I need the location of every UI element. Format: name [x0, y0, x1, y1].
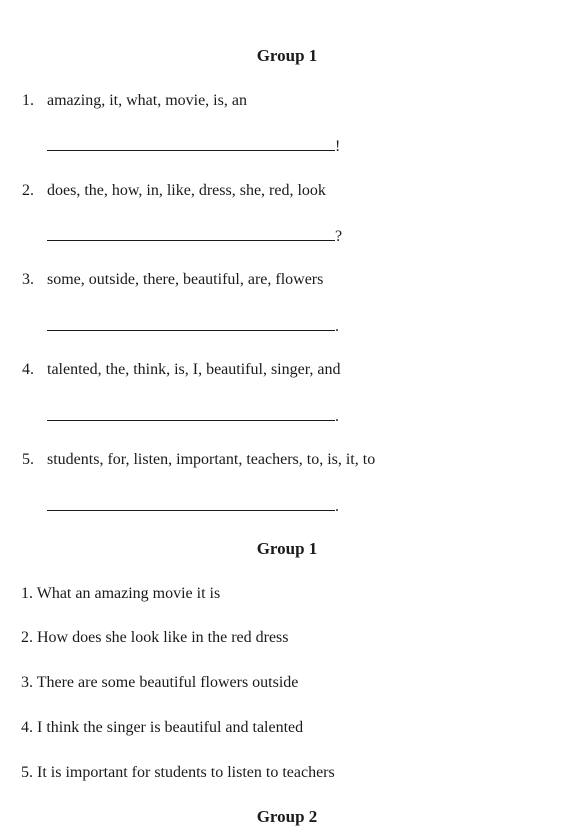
answer-blank-4[interactable] [47, 406, 339, 427]
end-punctuation: ! [335, 138, 341, 155]
answer-item-1: 1. What an amazing movie it is [21, 585, 221, 602]
answer-item-5: 5. It is important for students to listen to teachers [21, 764, 335, 781]
question-2 [22, 181, 326, 201]
end-punctuation: ? [335, 228, 343, 245]
question-words: some, outside, there, beautiful, are, flowers [47, 271, 324, 288]
end-punctuation: . [335, 498, 339, 515]
answer-item-2: 2. How does she look like in the red dress [21, 629, 289, 646]
blank-line [47, 406, 335, 421]
answer-blank-3[interactable] [47, 316, 339, 337]
answer-blank-2[interactable] [47, 226, 342, 247]
question-words: does, the, how, in, like, dress, she, red, look [47, 182, 326, 199]
question-4 [22, 360, 341, 380]
end-punctuation: . [335, 318, 339, 335]
answer-blank-5[interactable] [47, 496, 339, 517]
question-number: 4. [22, 361, 34, 378]
blank-line [47, 496, 335, 511]
question-number: 1. [22, 92, 34, 109]
group-2-heading: Group 2 [256, 807, 318, 826]
question-number: 5. [22, 451, 34, 468]
question-words: amazing, it, what, movie, is, an [47, 92, 247, 109]
question-words: students, for, listen, important, teachers, to, is, it, to [47, 451, 376, 468]
blank-line [47, 316, 335, 331]
question-number: 2. [22, 182, 34, 199]
question-words: talented, the, think, is, I, beautiful, singer, and [47, 361, 341, 378]
question-number: 3. [22, 271, 34, 288]
answer-item-4: 4. I think the singer is beautiful and talented [21, 719, 304, 736]
question-3 [22, 270, 323, 290]
blank-line [47, 136, 335, 151]
answers-heading: Group 1 [256, 539, 318, 558]
exercise-heading: Group 1 [256, 46, 318, 65]
answer-item-3: 3. There are some beautiful flowers outside [21, 674, 299, 691]
blank-line [47, 226, 335, 241]
question-5 [22, 450, 375, 470]
question-1 [22, 91, 247, 111]
answer-blank-1[interactable] [47, 136, 340, 157]
end-punctuation: . [335, 408, 339, 425]
